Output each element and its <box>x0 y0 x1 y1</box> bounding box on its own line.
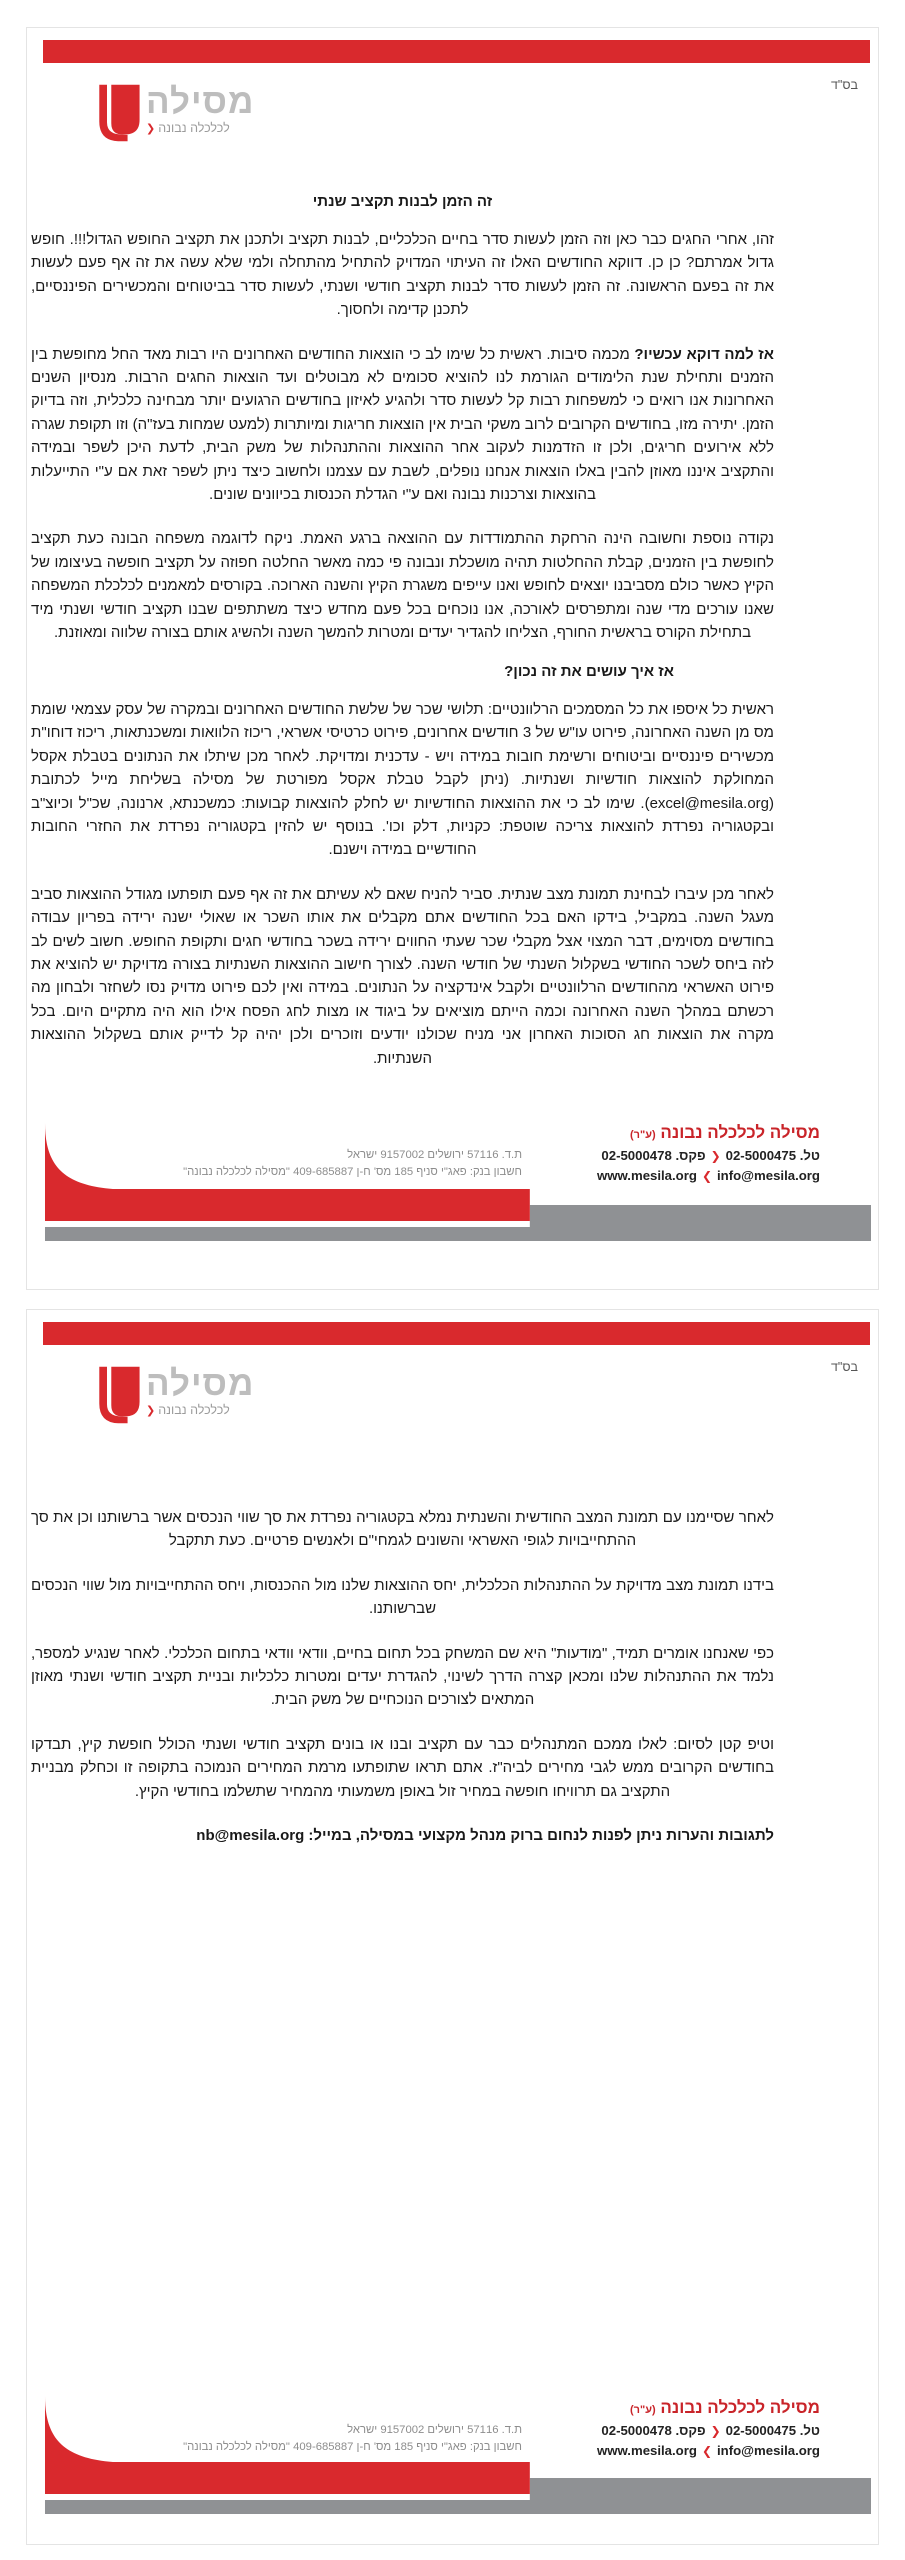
paragraph <box>31 343 774 507</box>
bsd-label: בס"ד <box>830 1360 858 1374</box>
footer-tel: טל. 02-5000475 <box>725 2423 820 2438</box>
paragraph-text: מכמה סיבות. ראשית כל שימו לב כי הוצאות החודשים האחרונים היו רבות מאד החל מחופשת בין הזמנים ותחילת שנת הלימודים הגורמת לנו להוציא סכומים לא מבוטלים ועד הוצאות החגים הרבות. מנסיון השנים האחרונות אנו רואים כי למשפחות רבות קל לעשות סדר ולהגיע לאיזון בחודשים הרגועים יותר מבחינה כלכלית, וזה בדיוק הזמן. יתירה מזו, בחודשים הקרובים לרוב משקי הבית אין הוצאות חריגות ומיותרות (למעט שמחות בעז"ה) וזו תקופת שגרה ללא אירועים חריגים, ולכן זו הזדמנות לעקוב אחר ההוצאות וההתנהלות של משק הבית, לדעת היכן לשפר ובמידה והתקציב איננו מאוזן להבין באלו הוצאות אנחנו נופלים, לשבת עם עצמנו ולחשוב כיצד ניתן לשפר זאת אם ע"י התייעלות בהוצאות וצרכנות נבונה ואם ע"י הגדלת הכנסות בכיוונים שונים. <box>31 345 774 504</box>
footer-org-name: מסילה לכלכלה נבונה <box>660 2398 820 2417</box>
logo-arrow-icon: ❮ <box>146 122 156 135</box>
letter-page-2 <box>26 1309 879 2545</box>
document-title: זה הזמן לבנות תקציב שנתי <box>312 193 493 210</box>
logo-wordmark: מסילה <box>146 82 255 121</box>
paragraph: לאחר שסיימנו עם תמונת המצב החודשית והשנתית נמלא בקטגוריה נפרדת את סך שווי הנכסים אשר ברשותנו וכן את סך ההתחייבויות לגופי האשראי והשונים לגמחי"ם ולאנשים פרטיים. כעת תתקבל <box>31 1509 774 1550</box>
paragraph: בידנו תמונת מצב מדויקת על ההתנהלות הכלכלית, יחס ההוצאות שלנו מול ההכנסות, ויחס ההתחייבויות מול שווי הנכסים שברשותנו. <box>31 1576 774 1618</box>
paragraph-lead: אז למה דוקא עכשיו? <box>634 345 774 363</box>
page-footer <box>27 2396 878 2544</box>
contact-email-link[interactable]: nb@mesila.org <box>196 1827 305 1845</box>
footer-org-suffix: (ע"ר) <box>630 1129 656 1141</box>
footer-separator-icon: ❮ <box>701 2444 712 2458</box>
logo-tagline <box>146 121 230 135</box>
footer-website-link[interactable]: www.mesila.org <box>597 1168 697 1183</box>
footer-separator-icon: ❮ <box>701 1169 712 1183</box>
logo-text <box>146 1365 254 1417</box>
page1-body <box>31 228 774 1091</box>
footer-address: ת.ד. 57116 ירושלים 9157002 ישראל <box>347 2424 522 2436</box>
page-header <box>27 63 878 168</box>
document-background <box>0 27 905 2545</box>
footer-tel: טל. 02-5000475 <box>725 1148 820 1163</box>
paragraph: נקודה נוספת וחשובה הינה הרחקת ההתמודדות עם ההוצאה ברגע האמת. ניקח לדוגמה משפחה הבונה כעת תקציב לחופשת בין הזמנים, קבלת ההחלטות תהיה מושכלת ונבונה פי כמה מאשר החלטה חפוזה על תקציב חופשה בעיצומו של הקיץ כאשר כולם מסביבנו יוצאים לחופש ואנו עייפים משגרת הקיץ והשנה הארוכה. בקורסים למאמנים לכלכלת המשפחה שאנו עורכים מדי שנה ומתפרסים לאורכה, אנו נוכחים בכל פעם מחדש כיצד משתתפים שבנו תקציב חודשי ושנתי מיד בתחילת הקורס בראשית החורף, הצליחו להגדיר יעדים ומטרות להמשך השנה ולהשיג אותם בצורה שלווה ומאוזנת. <box>31 530 774 642</box>
footer-email-link[interactable]: info@mesila.org <box>717 2443 820 2458</box>
page-header <box>27 1345 878 1450</box>
subheading: אז איך עושים את זה נכון? <box>504 662 674 680</box>
logo-tagline-text: לכלכלה נבונה <box>158 121 230 135</box>
footer-org-suffix: (ע"ר) <box>630 2404 656 2416</box>
footer-email-link[interactable]: info@mesila.org <box>717 1168 820 1183</box>
footer-address: ת.ד. 57116 ירושלים 9157002 ישראל <box>347 1149 522 1161</box>
footer-website-link[interactable]: www.mesila.org <box>597 2443 697 2458</box>
top-red-bar <box>43 40 870 63</box>
footer-fax: פקס. 02-5000478 <box>601 2423 706 2438</box>
mesila-logo <box>95 1365 254 1425</box>
paragraph: כפי שאנחנו אומרים תמיד, "מודעות" היא שם המשחק בכל תחום בחיים, וודאי וודאי בתחום הכלכלי. לאחר שנגיע למספר, נלמד את ההתנהלות שלנו ומכאן קצרה הדרך לשינוי, להגדרת יעדים ומטרות כלכליות ובניית תקציב חודשי ושנתי מאוזן המתאים לצורכים הנוכחיים של משק הבית. <box>31 1644 774 1709</box>
logo-arrow-icon: ❮ <box>146 1404 156 1417</box>
footer-swoosh-graphic <box>43 2396 871 2518</box>
footer-bank-account: חשבון בנק: פאג"י סניף 185 מס' ח-ן 409-685887 "מסילה לכלכלה נבונה" <box>183 1166 522 1178</box>
footer-separator-icon: ❮ <box>710 1149 721 1163</box>
paragraph: לאחר מכן עיברו לבחינת תמונת מצב שנתית. סביר להניח שאם לא עשיתם את זה אף פעם תופתעו מגודל ההוצאות סביב מעגל השנה. במקביל, בידקו האם בכל החודשים אתם מקבלים את אותו השכר או שאולי ישנה ירידה בפריון עבודה בחודשים מסוימים, דבר המצוי אצל מקבלי שכר שעתי החווים ירידה בשכר בחודשי חגים ותקופת החופש. חשוב לשים לב לזה ביחס לשכר החודשי בשקלול השנתי של חודשי השנה. לצורך חישוב ההוצאות השנתיות בצורה מדויקת יש להוציא את פירוט האשראי מהחודשים הרלוונטיים ולקבל אינדקציה על הנתונים. במידה ואין לכם פירוט מדויק נסו לשחזר ולבחון מה רכשתם במהלך השנה האחרונה וכמה הייתם מוציאים על ביגוד או מצות לחג הפסח אילו הוא היה מתקיים היום. בכל מקרה את הוצאות חג הסוכות האחרון אני מניח שכולנו יודעים וזוכרים ולכן יהיה קל לדייק אותם בשקלול ההוצאות השנתיות. <box>31 885 774 1067</box>
logo-tagline-text: לכלכלה נבונה <box>158 1403 230 1417</box>
paragraph: ראשית כל איספו את כל המסמכים הרלוונטיים: תלושי שכר של שלשת החודשים האחרונים ובמקרה של עסק עצמאי שומת מס מן השנה האחרונה, פירוט עו"ש של 3 חודשים אחרונים, פירוט כרטיסי אשראי, ריכוז הלוואות ומשכנתאות, ריכוז דוחו"ת מכשירים פיננסיים וביטוחים ורשימת חובות במידה ויש - עדכנית ומדויקת. לאחר מכן שיתלו את הנתונים בטבלת אקסל המחולקת להוצאות חודשיות ושנתיות. (ניתן לקבל טבלת אקסל מפורטת של מסילה בשליחת מייל לכתובת (excel@mesila.org). שימו לב כי את ההוצאות החודשיות יש לחלק להוצאות קבועות: כמשכנתא, ארנונה, שכ"ל וכיוצ"ב ובקטגוריה נפרדת להוצאות צריכה שוטפת: כקניות, דלק וכו'. בנוסף יש להזין בקטגוריה נפרדת את החזרי החובות החודשיים במידה וישנם. <box>31 700 774 859</box>
paragraph: וטיפ קטן לסיום: לאלו ממכם המתנהלים כבר עם תקציב ובנו או בונים תקציב חודשי ושנתי הכולל חופשת קיץ, תבדקו בחודשים הקרובים ממש לגבי מחירים לביה"ז. אתם תראו שתופתעו מרמת המחירים הנמוכה בתקופה זו וכחלק מבניית התקציב גם תרוויחו חופשה במחיר זול באופן משמעותי מהמחיר שתשלמו בחודשי הקיץ. <box>31 1735 774 1800</box>
page2-body <box>31 1506 774 1868</box>
footer-swoosh-graphic <box>43 1123 871 1245</box>
mesila-logo-mark-icon <box>95 83 143 143</box>
top-red-bar <box>43 1322 870 1345</box>
paragraph: זהו, אחרי החגים כבר כאן וזה הזמן לעשות סדר בחיים הכלכליים, לבנות תקציב ולתכנן את תקציב החופש הגדול!!!. חופש גדול אמרתם? כן כן. דווקא החודשים האלו זה העיתוי המדויק להתחיל מהתחלה ולמי שלא עשה את זה אף פעם לעשות את זה בפעם הראשונה. זה הזמן לעשות סדר לבנות תקציב חודשי ושנתי, לעשות סדר בביטוחים והמכשירים הפיננסיים, לתכנן קדימה ולחסוך. <box>31 231 774 319</box>
logo-wordmark: מסילה <box>146 1364 255 1403</box>
contact-note-text: לתגובות והערות ניתן לפנות לנחום ברוק מנהל מקצועי במסילה, במייל: <box>304 1827 774 1845</box>
footer-separator-icon: ❮ <box>710 2424 721 2438</box>
footer-org-name: מסילה לכלכלה נבונה <box>660 1123 820 1142</box>
mesila-logo <box>95 83 254 143</box>
logo-text <box>146 83 254 135</box>
page-footer <box>27 1121 878 1289</box>
bsd-label: בס"ד <box>830 78 858 92</box>
letter-page-1 <box>26 27 879 1290</box>
logo-tagline <box>146 1403 230 1417</box>
contact-note <box>31 1824 774 1847</box>
footer-bank-account: חשבון בנק: פאג"י סניף 185 מס' ח-ן 409-685887 "מסילה לכלכלה נבונה" <box>183 2441 522 2453</box>
mesila-logo-mark-icon <box>95 1365 143 1425</box>
footer-fax: פקס. 02-5000478 <box>601 1148 706 1163</box>
